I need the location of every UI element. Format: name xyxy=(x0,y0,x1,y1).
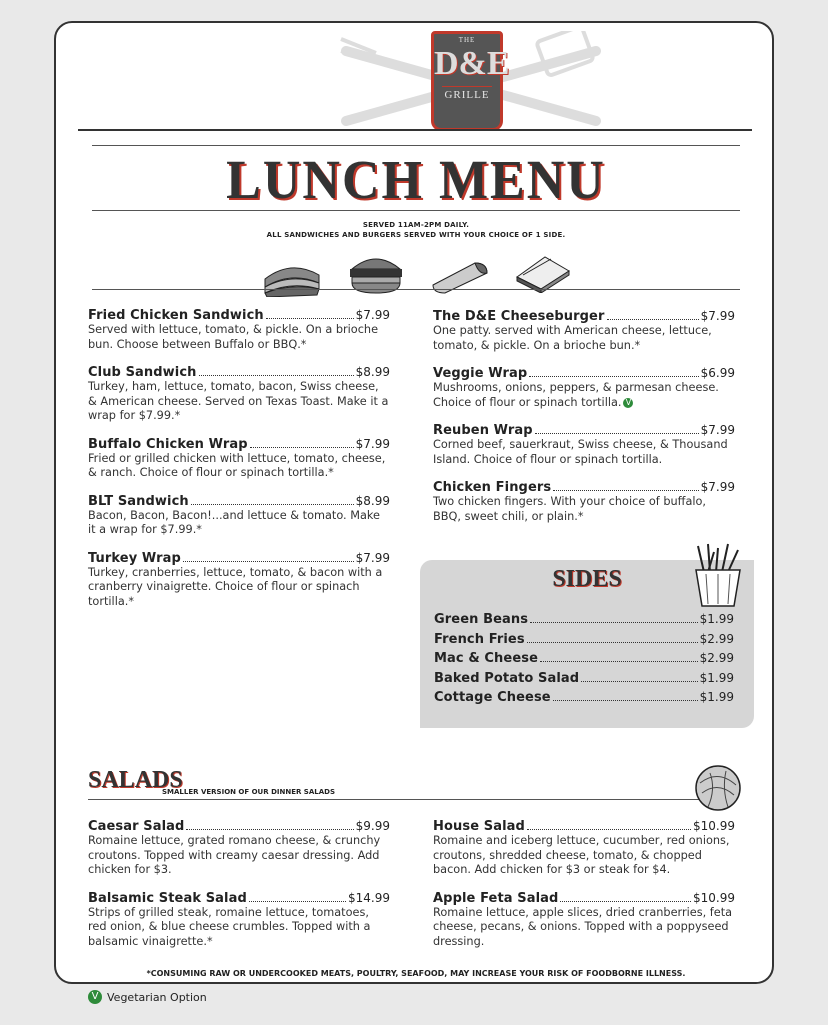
menu-item-price: $6.99 xyxy=(700,366,735,380)
menu-item-description-text: Corned beef, sauerkraut, Swiss cheese, & Thousand Island. Choice of flour or spinach tortilla. xyxy=(433,438,728,466)
menu-page xyxy=(54,21,774,984)
menu-item-header xyxy=(88,891,390,906)
menu-item xyxy=(88,494,390,538)
menu-item-header xyxy=(88,308,390,323)
salads-left-column xyxy=(88,819,390,962)
menu-item-price: $8.99 xyxy=(355,365,390,379)
menu-item-name: House Salad xyxy=(433,819,525,834)
fries-icon xyxy=(688,542,748,608)
leader-dots xyxy=(530,622,698,623)
menu-item-description xyxy=(88,509,390,538)
menu-item-name: Club Sandwich xyxy=(88,365,197,380)
menu-item xyxy=(433,309,735,353)
served-note: ALL SANDWICHES AND BURGERS SERVED WITH YOUR CHOICE OF 1 SIDE. xyxy=(266,231,566,239)
leader-dots xyxy=(553,490,698,491)
menu-item-description xyxy=(433,438,735,467)
menu-item xyxy=(433,480,735,524)
menu-item-header xyxy=(433,891,735,906)
vegetarian-icon: V xyxy=(88,990,102,1004)
menu-item-description-text: Turkey, ham, lettuce, tomato, bacon, Swiss cheese, & American cheese. Served on Texas Toast. Make it a wrap for $7.99.* xyxy=(88,380,389,422)
side-item-name: Mac & Cheese xyxy=(434,651,538,666)
divider-title-bottom xyxy=(92,210,740,211)
menu-item-price: $7.99 xyxy=(700,480,735,494)
side-item-name: French Fries xyxy=(434,631,525,647)
menu-item-header xyxy=(88,819,390,834)
leader-dots xyxy=(266,318,354,319)
menu-item-description-text: One patty. served with American cheese, lettuce, tomato, & pickle. On a brioche bun.* xyxy=(433,324,712,352)
side-item-name: Green Beans xyxy=(434,612,529,627)
menu-item xyxy=(433,891,735,950)
sides-title: SIDES xyxy=(552,566,622,592)
side-item xyxy=(434,632,734,652)
menu-item-description xyxy=(88,452,390,481)
menu-item-description-text: Two chicken fingers. With your choice of buffalo, BBQ, sweet chili, or plain.* xyxy=(433,495,707,523)
menu-item xyxy=(433,423,735,467)
side-item-name: Baked Potato Salad xyxy=(434,670,580,686)
menu-item xyxy=(88,819,390,878)
vegetarian-icon: V xyxy=(623,398,633,408)
menu-item-price: $9.99 xyxy=(355,819,390,833)
menu-item xyxy=(88,551,390,610)
vegetarian-legend-label: Vegetarian Option xyxy=(107,990,207,1004)
menu-item-name: Buffalo Chicken Wrap xyxy=(88,436,248,452)
menu-item-price: $7.99 xyxy=(700,423,735,437)
sides-list xyxy=(434,612,734,710)
menu-item-description-text: Mushrooms, onions, peppers, & parmesan cheese. Choice of flour or spinach tortilla. xyxy=(433,381,719,409)
menu-item-price: $7.99 xyxy=(355,550,390,565)
menu-item-price: $7.99 xyxy=(355,308,390,322)
menu-item-price: $7.99 xyxy=(700,309,735,323)
logo-area xyxy=(336,31,606,141)
menu-item-description xyxy=(88,906,390,950)
menu-item-header xyxy=(433,366,735,381)
right-menu-column xyxy=(433,309,735,537)
logo-sub: GRILLE xyxy=(442,86,492,101)
menu-item-price: $8.99 xyxy=(355,493,390,508)
menu-item-name: Turkey Wrap xyxy=(88,550,181,566)
menu-item-description-text: Turkey, cranberries, lettuce, tomato, & bacon with a cranberry vinaigrette. Choice of flour or spinach tortilla.* xyxy=(88,565,383,608)
menu-item-name: Apple Feta Salad xyxy=(433,890,559,906)
divider-top xyxy=(78,129,752,131)
menu-item-description xyxy=(433,834,735,878)
leader-dots xyxy=(191,504,354,505)
salads-title: SALADS xyxy=(88,767,183,793)
menu-item-header xyxy=(433,819,735,834)
sandwich-icon xyxy=(261,257,323,297)
menu-item-description xyxy=(88,323,390,352)
menu-item-description xyxy=(88,834,390,878)
menu-item-description-text: Served with lettuce, tomato, & pickle. On a brioche bun. Choose between Buffalo or BBQ.* xyxy=(88,323,379,351)
menu-item-price: $7.99 xyxy=(355,436,390,451)
page-title: LUNCH MENU xyxy=(226,150,606,211)
leader-dots xyxy=(581,681,697,682)
leader-dots xyxy=(250,447,354,448)
vegetarian-legend xyxy=(88,990,207,1004)
side-item-price: $2.99 xyxy=(699,651,734,665)
logo-main: D&E xyxy=(434,45,510,82)
menu-item-description xyxy=(433,381,735,410)
leader-dots xyxy=(527,642,698,643)
menu-item-name: The D&E Cheeseburger xyxy=(433,309,605,324)
divider-salads xyxy=(88,799,734,800)
leader-dots xyxy=(199,375,354,376)
divider-title-top xyxy=(92,145,740,146)
side-item-price: $2.99 xyxy=(699,631,734,646)
leader-dots xyxy=(527,829,691,830)
menu-item-description-text: Romaine and iceberg lettuce, cucumber, red onions, croutons, shredded cheese, tomato, & chopped bacon. Add chicken for $3 or steak for $4. xyxy=(433,834,730,876)
side-item xyxy=(434,612,734,632)
side-item-price: $1.99 xyxy=(699,612,734,626)
menu-item-description xyxy=(88,380,390,424)
side-item xyxy=(434,690,734,710)
sides-panel xyxy=(420,560,754,728)
side-item-price: $1.99 xyxy=(699,690,734,704)
menu-item-name: Fried Chicken Sandwich xyxy=(88,308,264,323)
menu-item-description xyxy=(433,495,735,524)
menu-item-description-text: Romaine lettuce, grated romano cheese, & crunchy croutons. Topped with creamy caesar dressing. Add chicken for $3. xyxy=(88,834,381,876)
menu-item-description xyxy=(433,324,735,353)
menu-item-price: $10.99 xyxy=(693,819,735,833)
menu-item-header xyxy=(433,480,735,495)
menu-item-name: Chicken Fingers xyxy=(433,480,552,495)
cabbage-icon xyxy=(690,763,746,813)
logo-the: THE xyxy=(458,36,476,44)
menu-item-name: Veggie Wrap xyxy=(433,366,528,381)
leader-dots xyxy=(183,561,354,562)
menu-item-description-text: Strips of grilled steak, romaine lettuce, tomatoes, red onion, & blue cheese crumbles. Topped with a balsamic vinaigrette.* xyxy=(88,905,371,948)
menu-item-name: BLT Sandwich xyxy=(88,493,189,509)
leader-dots xyxy=(529,376,698,377)
leader-dots xyxy=(540,661,698,662)
left-menu-column xyxy=(88,308,390,622)
leader-dots xyxy=(560,901,691,902)
menu-item xyxy=(88,308,390,352)
menu-item xyxy=(88,891,390,950)
menu-item-name: Balsamic Steak Salad xyxy=(88,890,247,906)
menu-item-description xyxy=(433,906,735,950)
menu-item-header xyxy=(433,423,735,438)
side-item-name: Cottage Cheese xyxy=(434,690,551,705)
menu-item-price: $14.99 xyxy=(348,890,390,905)
menu-item-name: Reuben Wrap xyxy=(433,423,533,438)
menu-item-description-text: Fried or grilled chicken with lettuce, tomato, cheese, & ranch. Choice of flour or spinach tortilla.* xyxy=(88,451,386,479)
menu-item-description-text: Bacon, Bacon, Bacon!...and lettuce & tomato. Make it a wrap for $7.99.* xyxy=(88,508,380,536)
brand-logo xyxy=(431,31,510,131)
side-item-price: $1.99 xyxy=(699,670,734,685)
leader-dots xyxy=(186,829,353,830)
leader-dots xyxy=(249,901,346,902)
raw-food-warning: *CONSUMING RAW OR UNDERCOOKED MEATS, POULTRY, SEAFOOD, MAY INCREASE YOUR RISK OF FOODBORNE ILLNESS. xyxy=(146,969,686,978)
menu-item-header xyxy=(88,365,390,380)
menu-item-description xyxy=(88,566,390,610)
menu-item-price: $10.99 xyxy=(693,890,735,905)
menu-item xyxy=(433,819,735,878)
menu-item xyxy=(88,437,390,481)
food-illustrations xyxy=(261,251,581,299)
divider-items xyxy=(92,289,740,290)
club-sandwich-icon xyxy=(511,253,573,293)
side-item xyxy=(434,671,734,691)
leader-dots xyxy=(553,700,698,701)
served-hours: SERVED 11AM-2PM DAILY. xyxy=(362,221,470,229)
salads-right-column xyxy=(433,819,735,962)
menu-item-header xyxy=(88,551,390,566)
menu-item-description-text: Romaine lettuce, apple slices, dried cranberries, feta cheese, pecans, & onions. Topped with a poppyseed dressing. xyxy=(433,905,733,948)
leader-dots xyxy=(535,433,699,434)
menu-item xyxy=(88,365,390,424)
menu-item-header xyxy=(88,494,390,509)
menu-item-name: Caesar Salad xyxy=(88,819,185,834)
menu-item-header xyxy=(433,309,735,324)
side-item xyxy=(434,651,734,671)
menu-item xyxy=(433,366,735,410)
leader-dots xyxy=(607,319,699,320)
salads-subtitle: SMALLER VERSION OF OUR DINNER SALADS xyxy=(162,788,335,796)
menu-item-header xyxy=(88,437,390,452)
